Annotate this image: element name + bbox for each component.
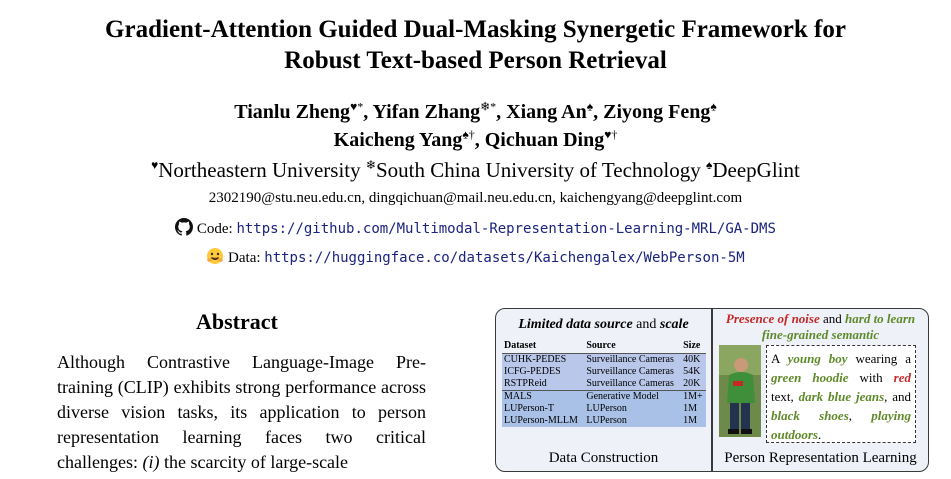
figure-left-title xyxy=(496,317,711,333)
affil-mark: ♥ xyxy=(151,158,159,172)
table-row xyxy=(502,391,706,404)
author-name: Kaicheng Yang xyxy=(333,129,463,151)
hugging-face-icon xyxy=(206,247,224,270)
table-row xyxy=(502,354,706,367)
desc-green: young boy xyxy=(787,351,848,366)
left-title-and: and xyxy=(636,317,657,332)
data-label: Data: xyxy=(228,250,261,266)
table-header: Dataset xyxy=(502,339,584,354)
desc-green: dark blue jeans xyxy=(798,389,885,404)
code-link-row xyxy=(0,218,951,241)
author-mark: ♠ xyxy=(710,99,717,114)
desc-text: , xyxy=(884,389,888,404)
figure-right-title xyxy=(713,311,928,343)
table-cell: CUHK-PEDES xyxy=(502,354,584,367)
right-title-and: and xyxy=(823,311,842,326)
author-mark: ♠ xyxy=(586,99,594,114)
author-mark: ♠† xyxy=(462,127,475,142)
author-list: Tianlu Zheng♥*, Yifan Zhang❄*, Xiang An♠, Ziyong Feng♠ Kaicheng Yang♠†, Qichuan Ding♥† xyxy=(234,99,717,151)
table-cell: 54K xyxy=(681,366,706,378)
table-cell: RSTPReid xyxy=(502,378,584,391)
desc-text: wearing a xyxy=(855,351,911,366)
affil-mark: ♠ xyxy=(706,158,713,172)
table-cell: Surveillance Cameras xyxy=(584,378,681,391)
table-row xyxy=(502,366,706,378)
table-cell: 1M xyxy=(681,403,706,415)
desc-text: with xyxy=(859,370,883,385)
desc-text: text, xyxy=(771,389,794,404)
left-title-em: Limited data source xyxy=(518,317,633,332)
abstract-heading: Abstract xyxy=(196,309,278,334)
author-mark: ❄* xyxy=(480,99,497,114)
code-label: Code: xyxy=(196,221,233,237)
overview-figure xyxy=(495,308,929,472)
semantic-label: hard to learn fine-grained semantic xyxy=(761,311,916,342)
code-url-link[interactable]: https://github.com/Multimodal-Representation-Learning-MRL/GA-DMS xyxy=(236,221,776,237)
caption-data-construction: Data Construction xyxy=(548,450,659,466)
table-cell: 1M+ xyxy=(681,391,706,404)
table-cell: 40K xyxy=(681,354,706,367)
desc-green: playing outdoors xyxy=(771,408,912,442)
abstract-body-cont: the scarcity of large-scale xyxy=(159,452,349,472)
caption-description-box xyxy=(766,345,916,443)
table-row xyxy=(502,415,706,427)
caption-person-representation: Person Representation Learning xyxy=(724,450,917,466)
table-cell: LUPerson xyxy=(584,415,681,427)
abstract-body: Although Contrastive Language-Image Pre-training (CLIP) exhibits strong performance across diverse vision tasks, its application to person representation learning faces two critical challenges: xyxy=(57,352,426,472)
author-mark: ♥* xyxy=(350,99,364,114)
table-cell: ICFG-PEDES xyxy=(502,366,584,378)
abstract-text xyxy=(57,350,426,475)
title-line-2: Robust Text-based Person Retrieval xyxy=(284,47,667,74)
table-header: Size xyxy=(681,339,706,354)
table-row xyxy=(502,378,706,391)
author-name: Xiang An xyxy=(506,101,587,123)
author-mark: ♥† xyxy=(604,127,618,142)
table-cell: Surveillance Cameras xyxy=(584,366,681,378)
table-row xyxy=(502,403,706,415)
desc-text: and xyxy=(892,389,911,404)
table-cell: MALS xyxy=(502,391,584,404)
noise-label: Presence of noise xyxy=(725,311,820,326)
table-cell: 1M xyxy=(681,415,706,427)
author-name: Ziyong Feng xyxy=(603,101,711,123)
table-cell: Generative Model xyxy=(584,391,681,404)
desc-green: green hoodie xyxy=(771,370,849,385)
table-header-row xyxy=(502,339,706,354)
table-header: Source xyxy=(584,339,681,354)
table-cell: Surveillance Cameras xyxy=(584,354,681,367)
table-cell: 20K xyxy=(681,378,706,391)
affil-name: Northeastern University xyxy=(158,158,361,182)
abstract-marker: (i) xyxy=(142,452,160,472)
affiliations xyxy=(0,158,951,183)
github-icon xyxy=(175,218,193,241)
author-name: Yifan Zhang xyxy=(372,101,481,123)
table-cell: LUPerson-MLLM xyxy=(502,415,584,427)
desc-red: red xyxy=(893,370,911,385)
table-cell: LUPerson xyxy=(584,403,681,415)
author-name: Qichuan Ding xyxy=(484,129,605,151)
affil-name: South China University of Technology xyxy=(375,158,701,182)
author-name: Tianlu Zheng xyxy=(234,101,351,123)
email-list: 2302190@stu.neu.edu.cn, dingqichuan@mail.neu.edu.cn, kaichengyang@deepglint.com xyxy=(208,190,743,206)
desc-text: A xyxy=(771,351,780,366)
desc-text: , xyxy=(848,408,853,423)
desc-text: . xyxy=(817,427,822,442)
desc-green: black shoes xyxy=(771,408,849,423)
title-line-1: Gradient-Attention Guided Dual-Masking Synergetic Framework for xyxy=(105,16,846,43)
data-url-link[interactable]: https://huggingface.co/datasets/Kaichengalex/WebPerson-5M xyxy=(264,250,745,266)
left-title-em2: scale xyxy=(659,317,689,332)
data-link-row xyxy=(0,247,951,270)
person-photo xyxy=(719,345,761,437)
dataset-table xyxy=(502,339,706,427)
affil-name: DeepGlint xyxy=(712,158,800,182)
table-cell: LUPerson-T xyxy=(502,403,584,415)
paper-title xyxy=(0,14,951,76)
affil-mark: ❄ xyxy=(365,158,376,172)
